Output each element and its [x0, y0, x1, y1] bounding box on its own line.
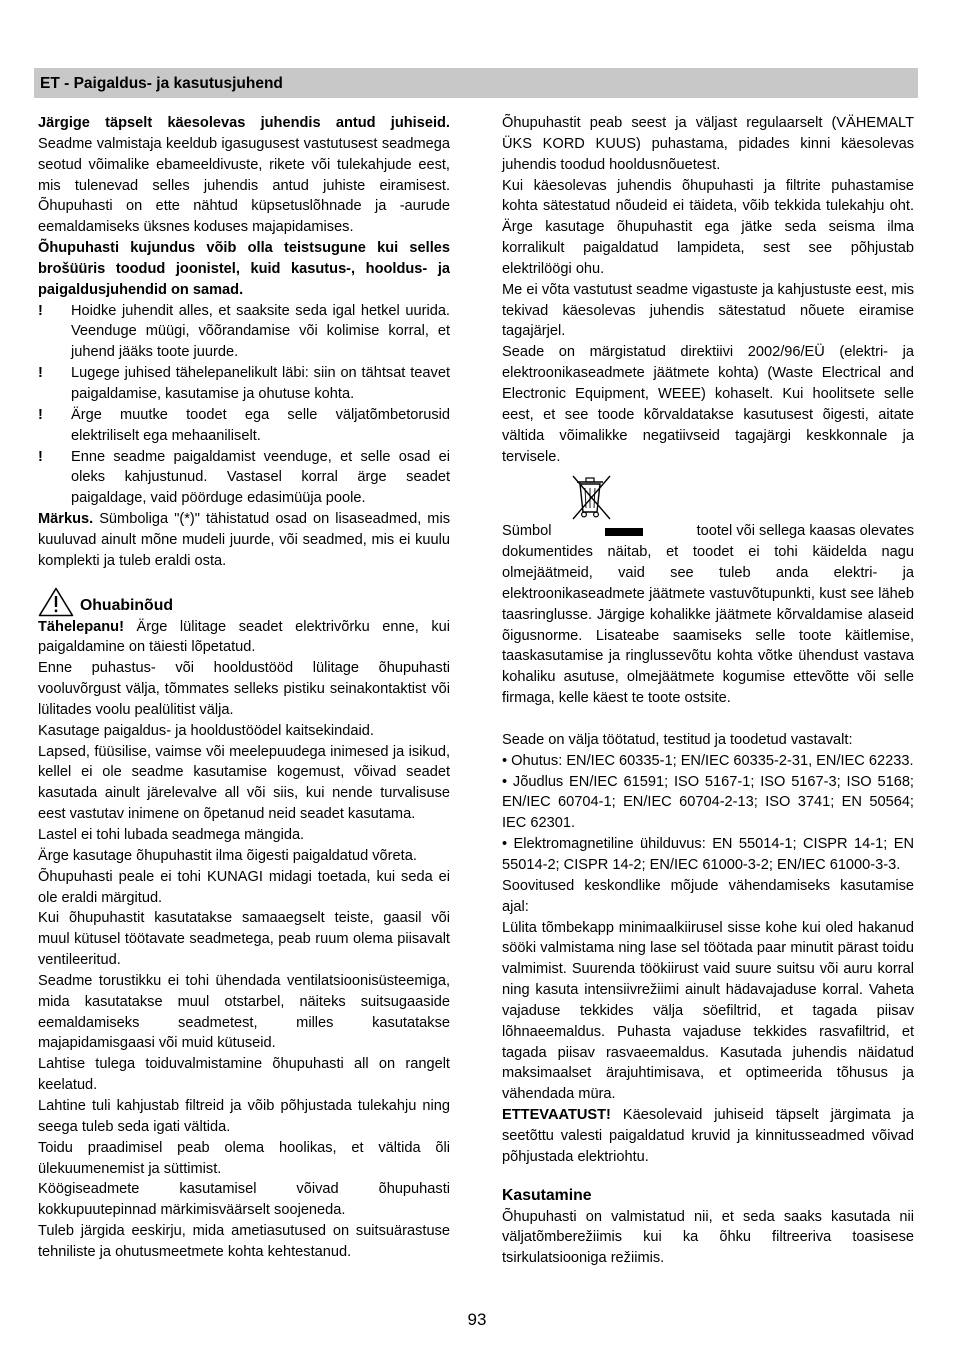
safety-paragraph: Tuleb järgida eeskirju, mida ametiasutused on suitsuärastuse tehniliste ja ohutusmeetmete kohta kehtestanud. [38, 1223, 450, 1260]
note-bold: Märkus. [38, 511, 94, 528]
maintenance-paragraph: Õhupuhastit peab seest ja väljast regulaarselt (VÄHEMALT ÜKS KORD KUUS) puhastama, pidades kinni käesolevas juhendis toodud hooldusnõuetest. [502, 115, 914, 173]
usage-text: Õhupuhasti on valmistatud nii, et seda saaks kasutada nii väljatõmberežiimis kui ka õhku filtreeriva toasisese tsirkulatsiooniga režiimis. [502, 1208, 914, 1267]
attention-text: Ärge lülitage seadet elektrivõrku enne, kui paigaldamine on täiesti lõpetatud. [38, 618, 450, 656]
bullet-text: Ärge muutke toodet ega selle väljatõmbetorusid elektriliselt ega mehaaniliselt. [71, 406, 450, 444]
safety-paragraph: Kasutage paigaldus- ja hooldustöödel kaitsekindaid. [38, 722, 374, 739]
note-text: Sümboliga "(*)" tähistatud osad on lisaseadmed, mis kuuluvad ainult mõne mudeli juurde, või seadmed, mis ei kuulu komplekti ja tuleb eraldi osta. [38, 511, 450, 569]
symbol-line [502, 521, 914, 542]
attention-bold: Tähelepanu! [38, 618, 124, 635]
maintenance-paragraph: Me ei võta vastutust seadme vigastuste ja kahjustuste eest, mis tekivad käesolevas juhendis sätestatud nõuete eiramise tagajärjel. [502, 281, 914, 340]
weee-block [502, 473, 914, 709]
warning-triangle-icon [38, 587, 74, 617]
bullet-text: Enne seadme paigaldamist veenduge, et selle osad ei oleks kahjustunud. Vastasel korral ärge seadet paigaldage, vaid pöörduge edasimüüja poole. [71, 448, 450, 507]
symbol-rest: dokumentides näitab, et toodet ei tohi käidelda nagu olmejäätmeid, vaid see tuleb anda elektri- ja elektroonikaseadmete jäätmete vastuvõtupunkti, kust see läheb taasringlusse. Järgige kohalikke jäätmete kõrvaldamise alaseid õigusnorme. Lisateabe saamiseks selle toote käitlemise, taaskasutamise ja ringlussevõtu kohta võtke ühendust vastava kohaliku asutuse, olmejäätmete kogumise ettevõtte või selle firmaga, kelle käest te toote ostsite. [502, 544, 914, 707]
standards-intro: Seade on välja töötatud, testitud ja toodetud vastavalt: [502, 731, 853, 748]
safety-title: Ohuabinõud [80, 596, 174, 614]
standard-item: • Jõudlus EN/IEC 61591; ISO 5167-1; ISO 5167-3; ISO 5168; EN/IEC 60704-1; EN/IEC 60704-2-13; ISO 3741; EN 50564; IEC 62301. [502, 773, 914, 832]
intro-text: Seadme valmistaja keeldub igasugusest vastutusest seadmega seotud võimalike ebameeldivuste, rikete või tulekahjude eest, mis tulenevad selles juhendis antud juhiste eiramisest. Õhupuhasti on ette nähtud küpsetuslõhnade ja -aurude eemaldamiseks üksnes koduses majapidamises. [38, 135, 450, 236]
exclamation-mark: ! [38, 448, 43, 465]
safety-paragraph: Kui õhupuhastit kasutatakse samaaegselt teiste, gaasil või muul kütusel töötavate seadmetega, peab ruum olema piisavalt ventileeritud. [38, 910, 450, 969]
design-note [38, 238, 450, 301]
bullet-list [38, 301, 450, 509]
maintenance-paragraph: Seade on märgistatud direktiivi 2002/96/EÜ (elektri- ja elektroonikaseadmete jäätmete kohta) (Waste Electrical and Electronic Equipment, WEEE) kohaselt. Kui hoolitsete selle eest, et see toode kõrvaldatakse kasutusest õigesti, aitate vältida võimalikke negatiivseid tagajärgi keskkonnale ja tervisele. [502, 344, 914, 465]
symbol-word: Sümbol [502, 523, 552, 540]
safety-paragraph: Lahtise tulega toiduvalmistamine õhupuhasti all on rangelt keelatud. [38, 1056, 450, 1094]
bullet-item [38, 447, 450, 510]
bullet-text: Hoidke juhendit alles, et saaksite seda igal hetkel uurida. Veenduge müügi, võõrandamise või kolimise korral, et juhend jääks toote juurde. [71, 302, 450, 361]
tips-intro: Soovitused keskondlike mõjude vähendamiseks kasutamise ajal: [502, 877, 914, 915]
section-header-bar [34, 68, 918, 98]
safety-paragraph: Toidu praadimisel peab olema hoolikas, et vältida õli ülekuumenemist ja süttimist. [38, 1139, 450, 1177]
usage-title: Kasutamine [502, 1186, 592, 1204]
bullet-item [38, 405, 450, 447]
safety-paragraphs [38, 658, 450, 1262]
symbol-after: tootel või sellega kaasas olevates [696, 523, 914, 540]
safety-paragraph: Lahtine tuli kahjustab filtreid ja võib põhjustada tulekahju ning seega tuleb seda igati vältida. [38, 1097, 450, 1135]
bullet-text: Lugege juhised tähelepanelikult läbi: siin on tähtsat teavet paigaldamise, kasutamise ja ohutuse kohta. [71, 365, 450, 402]
safety-paragraph: Õhupuhasti peale ei tohi KUNAGI midagi toetada, kui seda ei ole eraldi märgitud. [38, 868, 450, 906]
crossed-bin-icon [570, 473, 616, 521]
maintenance-paragraphs [502, 113, 914, 467]
safety-paragraph: Lapsed, füüsilise, vaimse või meelepuudega inimesed ja isikud, kellel ei ole seadme kasutamise kogemust, võivad seadet kasutada ainult järelevalve all või siis, kui nende turvalisuse eest vastutav inimene on õpetanud neid seadet kasutama. [38, 743, 450, 823]
bullet-item [38, 363, 450, 405]
page-number: 93 [467, 1310, 487, 1329]
caution-bold: ETTEVAATUST! [502, 1107, 611, 1124]
bullet-item [38, 301, 450, 364]
left-column [38, 113, 450, 1263]
exclamation-mark: ! [38, 302, 43, 319]
safety-paragraph: Köögiseadmete kasutamisel võivad õhupuhasti kokkupuutepinnad märkimisväärselt soojeneda. [38, 1181, 450, 1219]
standard-item: • Elektromagnetiline ühilduvus: EN 55014-1; CISPR 14-1; EN 55014-2; CISPR 14-2; EN/IEC 61000-3-2; EN/IEC 61000-3-3. [502, 836, 914, 873]
maintenance-paragraph: Kui käesolevas juhendis õhupuhasti ja filtrite puhastamise kohta sätestatud nõudeid ei täideta, võib tekkida tulekahju oht. Ärge kasutage õhupuhastit ega jätke seda seisma ilma korralikult paigaldatud lampideta, sest see põhjustab elektrilöögi ohu. [502, 177, 914, 277]
safety-heading [38, 584, 450, 617]
attention-paragraph [38, 617, 450, 659]
right-column [502, 113, 914, 1269]
caution-text: Käesolevaid juhiseid täpselt järgimata ja seetõttu valesti paigaldatud kruvid ja kinnitusseadmed võivad põhjustada elektriohtu. [502, 1107, 914, 1165]
caution-paragraph [502, 1105, 914, 1168]
standard-item: • Ohutus: EN/IEC 60335-1; EN/IEC 60335-2-31, EN/IEC 62233. [502, 752, 914, 769]
exclamation-mark: ! [38, 365, 43, 382]
safety-paragraph: Enne puhastus- või hooldustööd lülitage õhupuhasti vooluvõrgust välja, tõmmates selleks pistiku seinakontaktist või lülitades voolu pealülitist välja. [38, 660, 450, 718]
intro-paragraph [38, 113, 450, 238]
standards-list [502, 751, 914, 876]
black-bar-symbol [605, 528, 643, 536]
safety-paragraph: Ärge kasutage õhupuhastit ilma õigesti paigaldatud võreta. [38, 847, 417, 864]
safety-paragraph: Lastel ei tohi lubada seadmega mängida. [38, 827, 305, 843]
tips-text: Lülita tõmbekapp minimaalkiirusel sisse kohe kui oled hakanud sööki valmistama ning lase sel töötada paar minutit pärast toidu valmimist. Suurenda töökiirust vaid suure suitsu või auru korral ning kasuta intensiivrežiimi ainult hädavajaduse korral. Vaheta vajaduse tekkides välja söefiltrid, et tagada piisav lõhnaeemaldus. Puhasta vajaduse tekkides rasvafiltrid, et tagada piisav rasvaeemaldus. Kasutada juhendis näidatud maksimaalset ärajuhtimisava, et optimeerida tõhusus ja vähendada müra. [502, 919, 914, 1103]
design-bold: Õhupuhasti kujundus võib olla teistsugune kui selles brošüüris toodud joonistel, kuid kasutus-, hooldus- ja paigaldusjuhendid on samad. [38, 240, 450, 298]
section-title: ET - Paigaldus- ja kasutusjuhend [40, 75, 283, 92]
exclamation-mark: ! [38, 406, 43, 423]
note-paragraph [38, 509, 450, 572]
intro-bold: Järgige täpselt käesolevas juhendis antud juhiseid. [38, 115, 450, 131]
safety-paragraph: Seadme torustikku ei tohi ühendada ventilatsioonisüsteemiga, mida kasutatakse muul otstarbel, näiteks suitsugaaside eemaldamiseks seadmetest, milles kasutatakse majapidamisgaasi või muid kütuseid. [38, 972, 450, 1052]
